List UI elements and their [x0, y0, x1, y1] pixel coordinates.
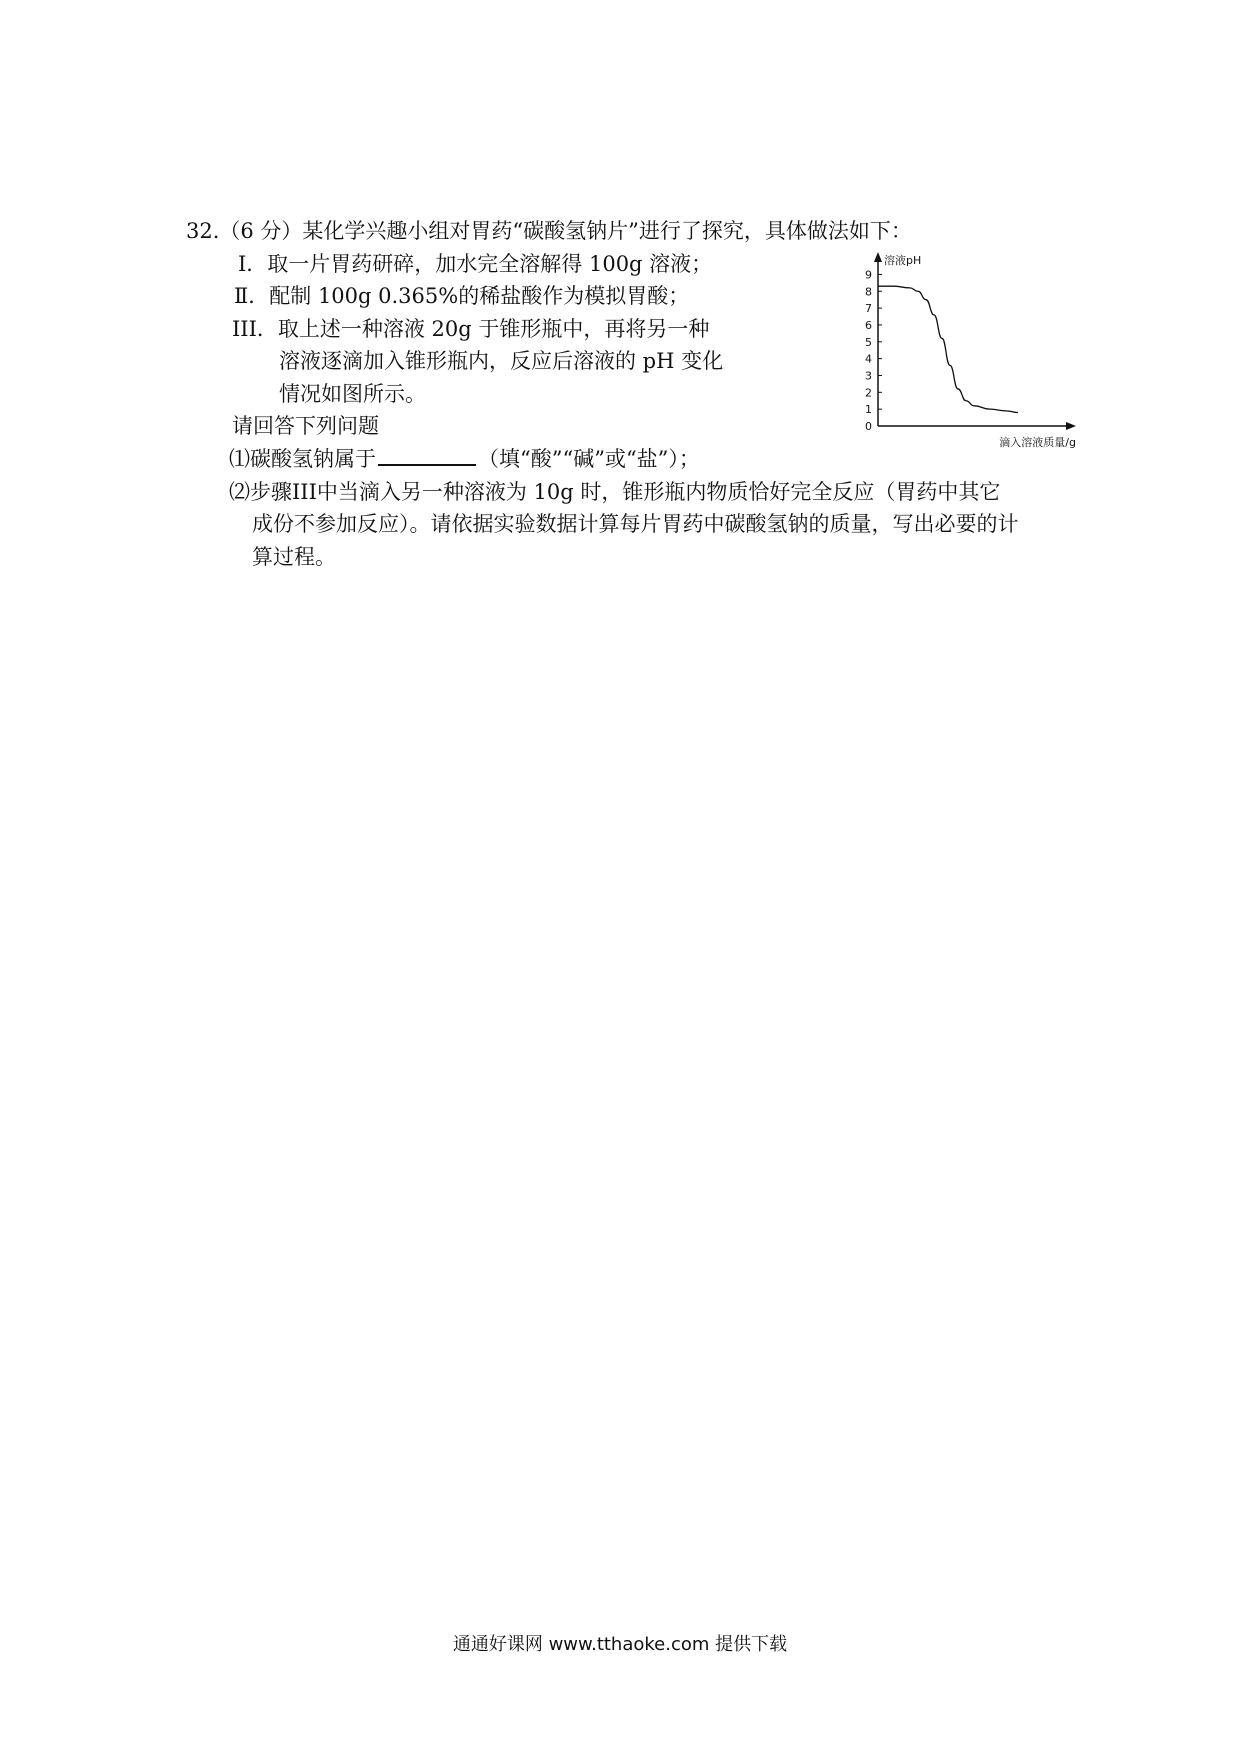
question-1 [229, 446, 700, 472]
ph-chart [848, 250, 1078, 462]
question-1-options: （填“酸”“碱”或“盐”）； [478, 447, 700, 471]
footer-text: 通通好课网 www.tthaoke.com 提供下载 [452, 1634, 788, 1655]
y-tick-label: 4 [865, 352, 872, 366]
x-axis-arrow-icon [1066, 422, 1076, 430]
question-2-line-2: 成份不参加反应）。请依据实验数据计算每片胃药中碳酸氢钠的质量，写出必要的计 [252, 512, 1019, 536]
question-2-line-1: ⑵步骤III中当滴入另一种溶液为 10g 时，锥形瓶内物质恰好完全反应（胃药中其它 [229, 480, 1001, 504]
answer-blank[interactable] [378, 446, 476, 466]
step-1: Ⅰ．取一片胃药研碎，加水完全溶解得 100g 溶液； [238, 252, 713, 276]
y-axis-arrow-icon [874, 252, 882, 262]
step-3-end: 情况如图所示。 [279, 382, 426, 406]
y-tick-label: 5 [865, 335, 872, 349]
x-axis-label: 滴入溶液质量/g [999, 436, 1076, 449]
question-2-line-3: 算过程。 [252, 545, 336, 569]
y-tick-label: 6 [865, 318, 872, 332]
ph-curve [878, 286, 1018, 412]
step-2: Ⅱ．配制 100g 0.365%的稀盐酸作为模拟胃酸； [234, 284, 690, 308]
question-header: 32.（6 分）某化学兴趣小组对胃药“碳酸氢钠片”进行了探究，具体做法如下： [186, 219, 912, 243]
y-tick-label: 9 [865, 268, 872, 282]
question-1-text: ⑴碳酸氢钠属于 [229, 447, 376, 471]
y-tick-label: 3 [865, 369, 872, 383]
step-3: III．取上述一种溶液 20g 于锥形瓶中，再将另一种 [232, 317, 710, 341]
y-tick-label: 2 [865, 386, 872, 400]
y-tick-label: 7 [865, 302, 872, 316]
step-3-continued: 溶液逐滴加入锥形瓶内，反应后溶液的 pH 变化 [279, 349, 724, 373]
answer-prompt: 请回答下列问题 [232, 414, 379, 438]
y-tick-label: 1 [865, 403, 872, 417]
y-tick-label: 0 [865, 420, 872, 433]
y-axis-label: 溶液pH [884, 254, 922, 267]
y-tick-label: 8 [865, 285, 872, 299]
